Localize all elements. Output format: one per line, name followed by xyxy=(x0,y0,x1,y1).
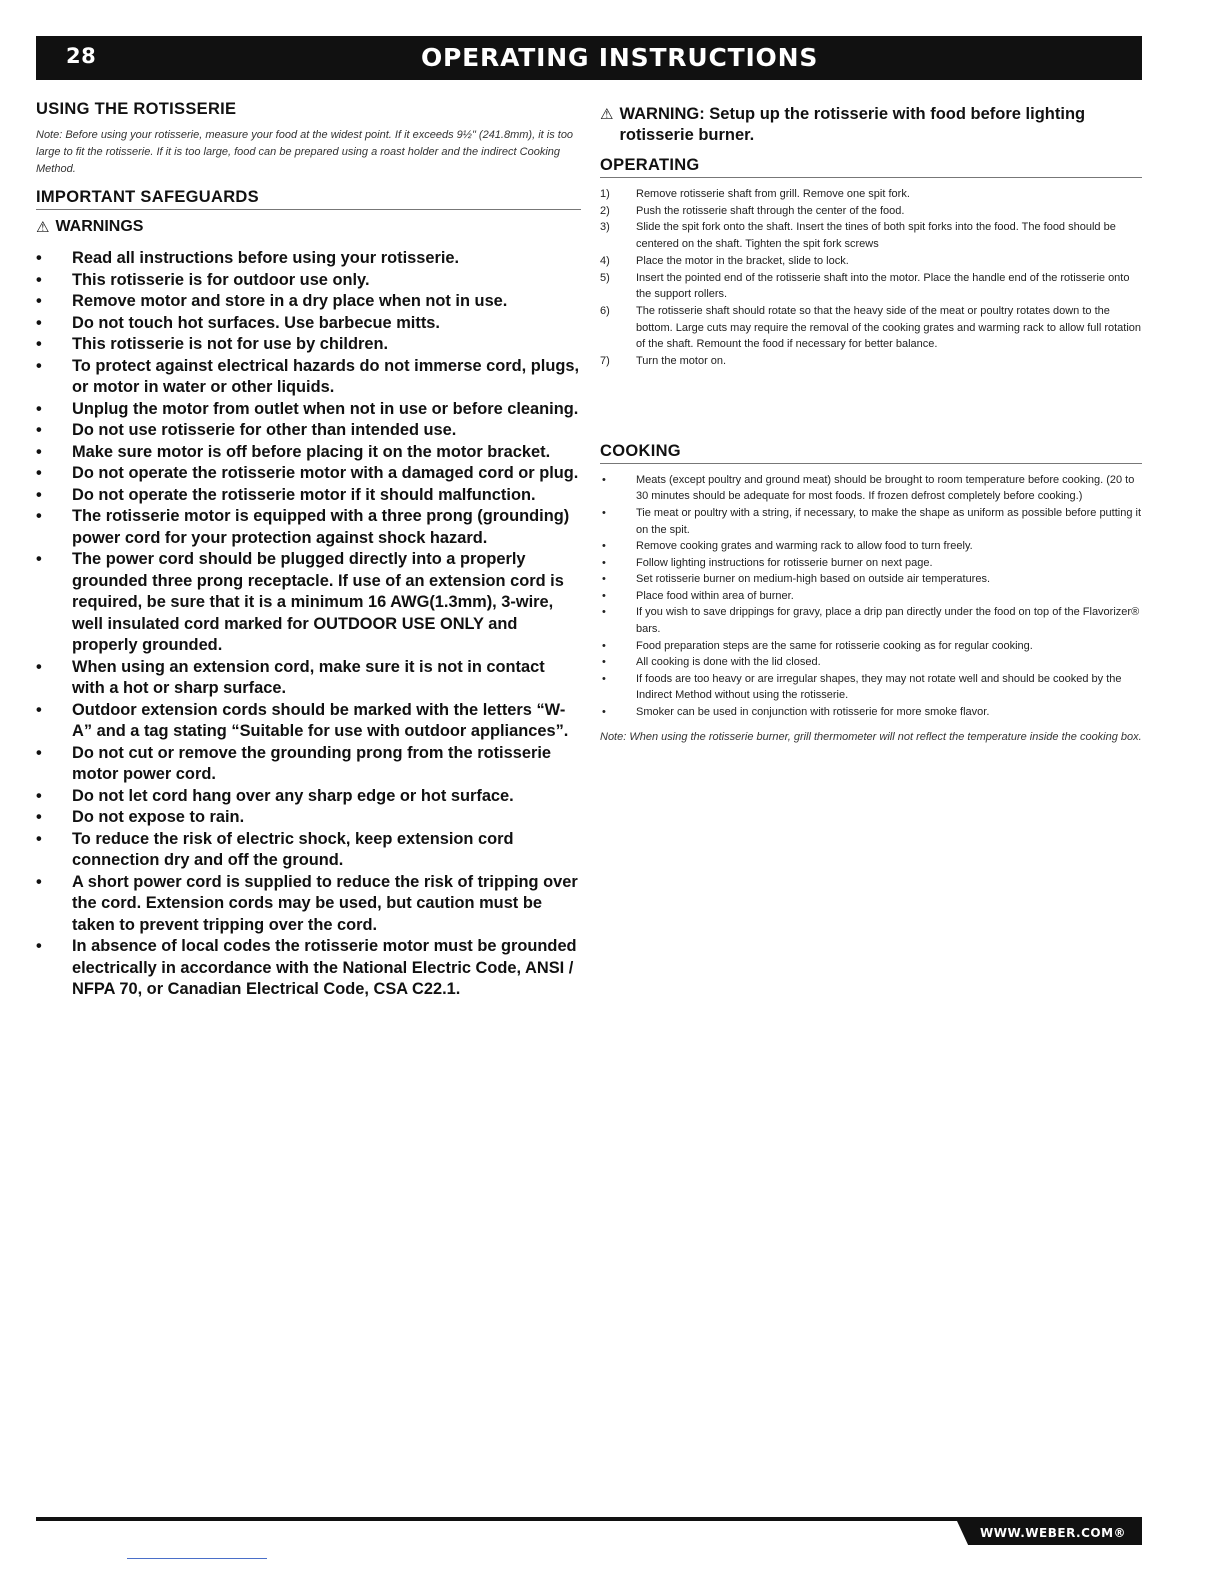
step-number: 6) xyxy=(600,304,610,317)
step-text: Insert the pointed end of the rotisserie shaft into the motor. Place the handle end of the rotisserie onto the support rollers. xyxy=(636,271,1130,301)
step-item xyxy=(600,253,1142,270)
warning-item: • Make sure motor is off before placing it on the motor bracket. xyxy=(36,442,581,464)
section-heading-operating: OPERATING xyxy=(600,156,1142,178)
warning-item: • Outdoor extension cords should be marked with the letters “W-A” and a tag stating “Suitable for use with outdoor appliances”. xyxy=(36,700,581,743)
warning-item: • Do not use rotisserie for other than intended use. xyxy=(36,420,581,442)
step-text: The rotisserie shaft should rotate so that the heavy side of the meat or poultry rotates down to the bottom. Large cuts may require the removal of the cooking grates and warming rack to allow full rotation of the shaft. Remount the food if necessary for better balance. xyxy=(636,304,1142,351)
warning-item: • Do not expose to rain. xyxy=(36,807,581,829)
step-text: Turn the motor on. xyxy=(636,355,727,368)
step-item xyxy=(600,219,1142,252)
step-item xyxy=(600,203,1142,220)
cooking-item: • All cooking is done with the lid closed. xyxy=(600,654,1142,671)
cooking-item: • Meats (except poultry and ground meat) should be brought to room temperature before cooking. (20 to 30 minutes should be adequate for most foods. If frozen defrost completely before cooking.) xyxy=(600,472,1142,505)
page-number: 28 xyxy=(66,44,97,68)
step-item xyxy=(600,303,1142,353)
size-note: Note: Before using your rotisserie, measure your food at the widest point. If it exceeds 9½" (241.8mm), it is too large to fit the rotisserie. If it is too large, food can be prepared using a roast holder and the indirect Cooking Method. xyxy=(36,129,574,175)
footer-underline xyxy=(127,1558,267,1559)
warning-item: • Do not cut or remove the grounding prong from the rotisserie motor power cord. xyxy=(36,743,581,786)
warning-item: • This rotisserie is for outdoor use only. xyxy=(36,270,581,292)
warning-triangle-icon: ⚠ xyxy=(36,218,50,236)
warnings-list xyxy=(36,248,581,1001)
setup-warning xyxy=(600,104,1142,146)
cooking-item: • Remove cooking grates and warming rack to allow food to turn freely. xyxy=(600,538,1142,555)
left-column xyxy=(36,100,581,1001)
operating-steps xyxy=(600,186,1142,370)
cooking-item: • If foods are too heavy or are irregular shapes, they may not rotate well and should be cooked by the Indirect Method without using the rotisserie. xyxy=(600,671,1142,704)
warnings-heading-label: WARNINGS xyxy=(55,218,144,235)
cooking-item: • Set rotisserie burner on medium-high based on outside air temperatures. xyxy=(600,571,1142,588)
cooking-item: • Place food within area of burner. xyxy=(600,588,1142,605)
step-text: Slide the spit fork onto the shaft. Insert the tines of both spit forks into the food. The food should be centered on the shaft. Tighten the spit fork screws xyxy=(636,221,1116,251)
warning-item: • The rotisserie motor is equipped with a three prong (grounding) power cord for your protection against shock hazard. xyxy=(36,506,581,549)
step-number: 4) xyxy=(600,254,610,267)
step-number: 7) xyxy=(600,355,610,368)
warning-item: • To reduce the risk of electric shock, keep extension cord connection dry and off the ground. xyxy=(36,829,581,872)
cooking-item: • Food preparation steps are the same for rotisserie cooking as for regular cooking. xyxy=(600,638,1142,655)
warning-item: • Do not operate the rotisserie motor with a damaged cord or plug. xyxy=(36,463,581,485)
step-item xyxy=(600,186,1142,203)
warning-triangle-icon: ⚠ xyxy=(600,106,614,123)
warning-item: • The power cord should be plugged directly into a properly grounded three prong receptacle. If use of an extension cord is required, be sure that it is a minimum 16 AWG(1.3mm), 3-wire, well insulated cord marked for OUTDOOR USE ONLY and properly grounded. xyxy=(36,549,581,657)
step-number: 2) xyxy=(600,204,610,217)
warnings-heading xyxy=(36,218,581,236)
warning-item: • Read all instructions before using your rotisserie. xyxy=(36,248,581,270)
setup-warning-text: WARNING: Setup up the rotisserie with food before lighting rotisserie burner. xyxy=(619,105,1086,144)
warning-item: • Do not let cord hang over any sharp edge or hot surface. xyxy=(36,786,581,808)
warning-item: • When using an extension cord, make sure it is not in contact with a hot or sharp surface. xyxy=(36,657,581,700)
section-heading-cooking: COOKING xyxy=(600,442,1142,464)
step-item xyxy=(600,270,1142,303)
cooking-item: • If you wish to save drippings for gravy, place a drip pan directly under the food on top of the Flavorizer® bars. xyxy=(600,604,1142,637)
footer-url: WWW.WEBER.COM® xyxy=(980,1526,1127,1540)
warning-item: • Do not operate the rotisserie motor if it should malfunction. xyxy=(36,485,581,507)
cooking-item: • Tie meat or poultry with a string, if necessary, to make the shape as uniform as possible before putting it on the spit. xyxy=(600,505,1142,538)
warning-item: • In absence of local codes the rotisserie motor must be grounded electrically in accordance with the National Electric Code, ANSI / NFPA 70, or Canadian Electrical Code, CSA C22.1. xyxy=(36,936,581,1001)
warning-item: • Do not touch hot surfaces. Use barbecue mitts. xyxy=(36,313,581,335)
cooking-item: • Smoker can be used in conjunction with rotisserie for more smoke flavor. xyxy=(600,704,1142,721)
right-column xyxy=(600,100,1142,757)
step-text: Push the rotisserie shaft through the center of the food. xyxy=(636,204,905,217)
step-item xyxy=(600,353,1142,370)
footer-rule xyxy=(36,1517,1142,1521)
warning-item: • Remove motor and store in a dry place when not in use. xyxy=(36,291,581,313)
header-bar xyxy=(36,36,1142,80)
cooking-item: • Follow lighting instructions for rotisserie burner on next page. xyxy=(600,555,1142,572)
warning-item: • This rotisserie is not for use by children. xyxy=(36,334,581,356)
step-number: 3) xyxy=(600,221,610,234)
step-number: 5) xyxy=(600,271,610,284)
section-heading-rotisserie: USING THE ROTISSERIE xyxy=(36,100,237,118)
step-number: 1) xyxy=(600,188,610,200)
cooking-list xyxy=(600,472,1142,721)
step-text: Place the motor in the bracket, slide to lock. xyxy=(636,254,849,267)
thermometer-note: Note: When using the rotisserie burner, grill thermometer will not reflect the temperature inside the cooking box. xyxy=(600,730,1142,743)
step-text: Remove rotisserie shaft from grill. Remove one spit fork. xyxy=(636,188,910,200)
section-heading-safeguards: IMPORTANT SAFEGUARDS xyxy=(36,188,581,210)
warning-item: • A short power cord is supplied to reduce the risk of tripping over the cord. Extension cords may be used, but caution must be taken to prevent tripping over the cord. xyxy=(36,872,581,937)
page-title: OPERATING INSTRUCTIONS xyxy=(421,43,819,72)
warning-item: • To protect against electrical hazards do not immerse cord, plugs, or motor in water or other liquids. xyxy=(36,356,581,399)
warning-item: • Unplug the motor from outlet when not in use or before cleaning. xyxy=(36,399,581,421)
